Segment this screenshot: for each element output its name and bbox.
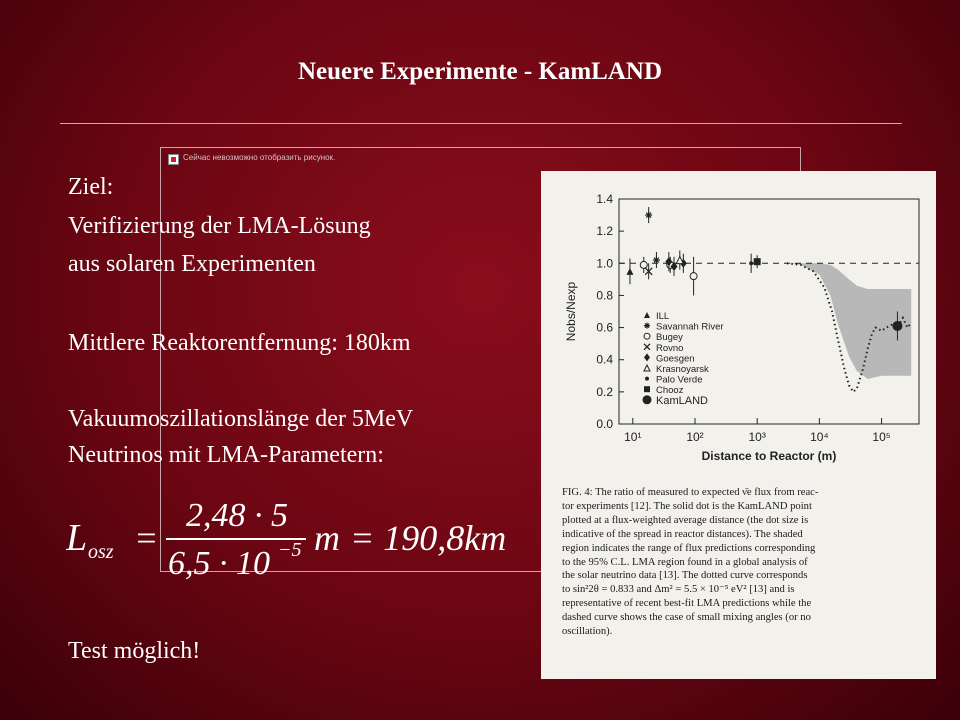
legend-marker (643, 395, 652, 404)
data-point (640, 261, 647, 268)
x-tick-label: 10⁵ (872, 430, 891, 444)
data-point (690, 273, 697, 280)
caption-line: representative of recent best-fit LMA predictions while the (562, 598, 812, 610)
y-tick-label: 0.4 (596, 352, 613, 367)
title-divider (60, 123, 902, 124)
x-tick-label: 10² (686, 430, 704, 444)
legend-label: KamLAND (656, 394, 708, 407)
caption-line: the solar neutrino data [13]. The dotted curve corresponds (562, 570, 808, 582)
legend-marker (644, 312, 650, 318)
formula-lhs-subscript: osz (88, 541, 114, 563)
y-tick-label: 0.8 (596, 288, 613, 303)
data-point (676, 257, 683, 264)
data-point (645, 212, 652, 219)
caption-line: to sin²2θ = 0.833 and Δm² = 5.5 × 10⁻⁵ eV² [13] and is (562, 584, 795, 596)
goal-line-2: aus solaren Experimenten (68, 251, 316, 277)
distance-line: Mittlere Reaktorentfernung: 180km (68, 330, 411, 356)
data-point (626, 268, 633, 275)
goal-line-1: Verifizierung der LMA-Lösung (68, 213, 371, 239)
y-tick-label: 0.6 (596, 320, 613, 335)
data-point (749, 261, 753, 265)
y-tick-label: 1.4 (596, 192, 613, 206)
legend-marker (644, 323, 650, 329)
caption-line: oscillation). (562, 626, 613, 638)
caption-line: region indicates the range of flux predictions corresponding (562, 542, 816, 554)
legend-label: Palo Verde (656, 374, 703, 386)
caption-line: plotted at a flux-weighted average distance (the dot size is (562, 514, 809, 526)
data-point (754, 258, 761, 265)
legend-label: Savannah River (656, 321, 724, 333)
formula-lhs: L (66, 517, 88, 559)
flux-ratio-chart (541, 171, 936, 481)
caption-line: dashed curve shows the case of small mixing angles (or no (562, 612, 811, 624)
shaded-lma-band (787, 263, 911, 379)
legend-marker (644, 344, 650, 350)
caption-line: indicative of the spread in reactor distances). The shaded (562, 528, 803, 540)
caption-line: FIG. 4: The ratio of measured to expected ν̄e flux from reac- (562, 487, 819, 498)
y-tick-label: 0.0 (596, 417, 613, 431)
formula-equals: = (134, 518, 159, 558)
x-tick-label: 10³ (748, 430, 766, 444)
y-tick-label: 1.0 (596, 256, 613, 271)
caption-line: to the 95% C.L. LMA region found in a global analysis of (562, 556, 808, 568)
legend-marker (644, 353, 650, 361)
legend-marker (644, 333, 650, 339)
x-axis-label: Distance to Reactor (m) (701, 449, 837, 463)
figure-caption (562, 486, 922, 639)
broken-image-icon (168, 154, 179, 165)
legend-marker (644, 386, 650, 392)
vacuum-line-1: Vakuumoszillationslänge der 5MeV (68, 406, 414, 432)
vacuum-line-2: Neutrinos mit LMA-Parametern: (68, 442, 384, 468)
legend-marker (644, 365, 650, 371)
legend-label: ILL (656, 311, 670, 322)
data-point (892, 321, 902, 331)
data-point (653, 257, 660, 264)
formula-numerator: 2,48 · 5 (186, 497, 288, 534)
goal-label: Ziel: (68, 174, 114, 200)
formula-exponent: −5 (278, 539, 302, 561)
caption-line: tor experiments [12]. The solid dot is the KamLAND point (562, 500, 812, 512)
broken-image-text: Сейчас невозможно отобразить рисунок. (183, 153, 336, 162)
conclusion-text: Test möglich! (68, 638, 201, 664)
legend-label: Chooz (656, 385, 684, 397)
formula-denominator: 6,5 · 10 (168, 545, 270, 582)
formula-result: = 190,8km (350, 518, 507, 558)
y-axis-label: Nobs/Nexp (564, 281, 578, 342)
legend-label: Goesgen (656, 353, 695, 365)
legend-label: Bugey (656, 332, 683, 344)
formula-unit-m: m (314, 518, 340, 558)
legend-label: Krasnoyarsk (656, 364, 709, 375)
x-tick-label: 10¹ (624, 430, 642, 444)
oscillation-length-formula (66, 496, 536, 586)
legend-marker (645, 377, 649, 381)
y-tick-label: 0.2 (596, 384, 613, 399)
x-tick-label: 10⁴ (810, 430, 829, 444)
legend-label: Rovno (656, 342, 684, 354)
slide-title: Neuere Experimente - KamLAND (297, 58, 663, 85)
y-tick-label: 1.2 (596, 224, 613, 239)
